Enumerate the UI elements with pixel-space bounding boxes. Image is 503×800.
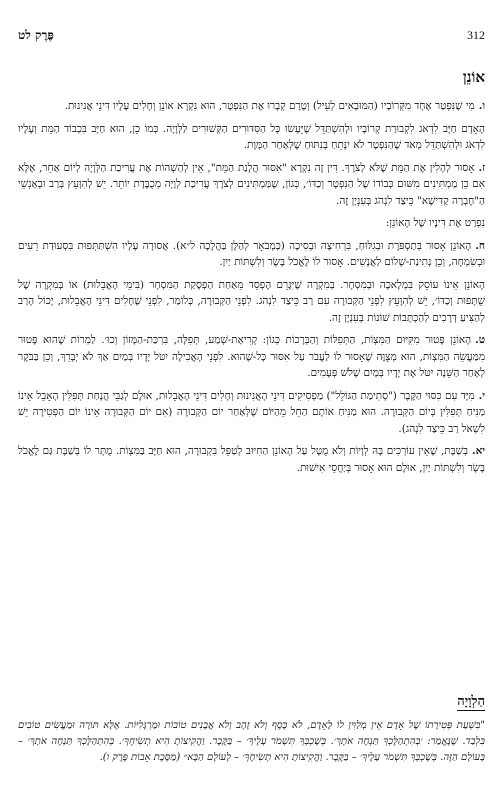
page-number: 312 (467, 28, 485, 42)
paragraph-number: ז. (478, 161, 485, 174)
paragraph-number: יא. (471, 445, 485, 457)
section-title-funeral: הַלְוָיָה (457, 694, 485, 709)
quote-block: "בִּשְׁעַת פְּטִירָתוֹ שֶׁל אָדָם אֵין מְלַוִּין לוֹ לָאָדָם, לֹא כֶּסֶף וְלֹא זָהָב וְלֹא אֲבָנִים טוֹבוֹת וּמַרְגָּלִיּוֹת. אֶלָּא תּוֹרָה וּמַעֲשִׂים טוֹבִים בִּלְבַד. שֶׁנֶּאֱמַר: ׳בְּהִתְהַלֶּכְךָ תַּנְחֶה אֹתָךְ׳. בְּשָׁכְבְּךָ תִּשְׁמֹר עָלֶיךָ׳ – בַּקֶּבֶר. וַהֲקִיצוֹתָ הִיא תְשִׂיחֶךָ׳. בְּהִתְהַלֶּכְךָ תַּנְחֶה אֹתָךְ׳ – בָּעוֹלָם הַזֶּה. בְּשָׁכְבְּךָ תִּשְׁמֹר עָלֶיךָ׳ – בַּקֶּבֶר. וַהֲקִיצוֹתָ הִיא תְשִׂיחֶךָ׳ – לָעוֹלָם הַבָּא״ (מַסֶּכֶת אָבוֹת פֶּרֶק ו). (18, 720, 485, 763)
paragraph (18, 443, 485, 476)
paragraph-text: הָאוֹנֵן אָסוּר בְּתַסְפֹּרֶת וּבְגִלּוּחַ, בִּרְחִיצָה וּבְסִיכָה (כַּמְבֹאָר לְהַלָּן בַּהֲלָכָה ל״א). אֲסוּרָה עָלָיו הִשְׁתַּתְּפוּת בִּסְעוּדַת רֵעִים וּבְשִׂמְחָה, וְכֵן נְתִינַת-שָׁלוֹם לַאֲנָשִׁים. אָסוּר לוֹ לֶאֱכֹל בָּשָׂר וְלִשְׁתּוֹת יַיִן. (18, 239, 485, 268)
paragraph (18, 238, 485, 271)
paragraph-text: נִפְרַט אֶת דִּינָיו שֶׁל הָאוֹנֵן: (385, 217, 485, 229)
document-body (18, 98, 485, 482)
section-title: אוֹנֵן (462, 68, 485, 86)
paragraph (18, 388, 485, 438)
page-header (18, 28, 485, 44)
paragraph (18, 332, 485, 382)
paragraph-text: הָאוֹנֵן אֵינוֹ עוֹסֵק בִּמְלָאכָה וּבְמִסְחָר. בְּמִקְרֶה שֶׁיִּגָּרֵם הֶפְסֵד מֵאַחַת הַפְסָקַת הַמִּסְחָר (בִּימֵי הָאֲבֵלוּת) אוֹ בְּמִקְרֶה שֶׁל שֻׁתָּפוּת וְכַדּוֹ׳, יֵשׁ לְהִוָּעֵץ לִפְנֵי הַקְּבוּרָה עִם רַב כֵּיצַד לִנְהֹג. לִפְנֵי הַקְּבוּרָה, כְּלוֹמַר, לִפְנֵי שֶׁחָלִים דִּינֵי הָאֲבֵלוּת, יָכוֹל הָרַב לְהַצִּיעַ דְּרָכִים לְהַכְתָּבוֹת שׁוֹנוֹת בְּעִנְיָן זֶה. (18, 278, 485, 324)
paragraph-text: בְּשַׁבָּת, שֶׁאֵין עוֹרְכִים בָּהּ לְוָיוֹת וְלֹא מֻטָּל עַל הָאוֹנֵן הַחִיּוּב לְטַפֵּל בִּקְבוּרָה, הוּא חַיָּב בַּמִּצְוֹת. מֻתָּר לוֹ בְּשַׁבָּת גַּם לֶאֱכֹל בָּשָׂר וְלִשְׁתּוֹת יַיִן, אוּלָם הוּא אָסוּר בְּיַחֲסֵי אִישׁוּת. (18, 445, 485, 474)
paragraph-text: הָאוֹנֵן פָּטוּר מִקִּיּוּם הַמִּצְוֹת, הַתְּפִלּוֹת וְהַבְּרָכוֹת כְּגוֹן: קְרִיאַת-שְׁמַע, תְּפִלָּה, בִּרְכַּת-הַמָּזוֹן וְכוּ׳. לַמְרוֹת שֶׁהוּא פָּטוּר מִמַּעֲשֵׂה הַמִּצְוֹת, הוּא מְצֻוֶּה שֶׁאָסוּר לוֹ לַעֲבֹר עַל אִסּוּר כָּל-שֶׁהוּא. לִפְנֵי הָאֲכִילָה יִטֹּל יָדָיו בְּמַיִם אַךְ לֹא יְבָרֵךְ, וְכֵן בַּבֹּקֶר לְאַחַר הַשֵּׁנָה יִטֹּל אֶת יָדָיו בְּמַיִם שָׁלֹשׁ פְּעָמִים. (18, 334, 485, 379)
paragraph-number: ח. (475, 239, 485, 252)
paragraph-number: ט. (475, 334, 485, 346)
paragraph-text: אָסוּר לְהָלִין אֶת הַמֵּת שֶׁלֹּא לְצֹרֶךְ. דִּין זֶה נִקְרָא "אִסּוּר הֲלָנַת הַמֵּת", אֵין לְהַשְׁהוֹת אֶת עֲרִיכַת הַלְּוָיָה לְיוֹם אַחֵר, אֶלָּא אִם כֵּן מַמְתִּינִים מִשּׁוּם כְּבוֹדוֹ שֶׁל הַנִּפְטָר וְכַדּוֹ׳, כְּגוֹן, שֶׁמַּמְתִּינִים לְצֹרֶךְ עֲרִיכַת לְוָיָה מְכֻבֶּדֶת יוֹתֵר. יֵשׁ לְהִוָּעֵץ בְּרַב וּבְאַנְשֵׁי הַ"חֶבְרָה קַדִּישָׁא" כֵּיצַד לִנְהֹג בְּעִנְיָן זֶה. (18, 161, 485, 207)
paragraph (18, 98, 485, 115)
paragraph-text: הָאָדָם חַיָּב לִדְאֹג לִקְבוּרַת קְרוֹבָיו וּלְהִשְׁתַּדֵּל שֶׁיֵּעָשׂוּ כָּל הַסִּדּוּרִים הַקְּשׁוּרִים לַלְּוָיָה. כְּמוֹ כֵן, הוּא חַיָּב בִּכְבוֹד הַמֵּת וְעָלָיו לִדְאֹג וּלְהִשְׁתַּדֵּל מְאֹד שֶׁהַנִּפְטָר לֹא יִנָּתֵחַ בְּנִתּוּחַ שֶׁלְּאַחַר הַמָּוֶת. (18, 122, 485, 151)
paragraph-text: מִי שֶׁנִּפְטַר אֶחָד מִקְּרוֹבָיו (הַמּוּבָאִים לְעֵיל) וְטֶרֶם קְבָרוּ אֶת הַנִּפְטָר, הוּא נִקְרָא אוֹנֵן וְחָלִים עָלָיו דִּינֵי אֲנִינוּת. (64, 100, 475, 112)
paragraph (18, 121, 485, 154)
paragraph (18, 215, 485, 232)
paragraph-number: י. (478, 389, 485, 402)
paragraph (18, 277, 485, 327)
paragraph-number: ו. (478, 100, 485, 112)
chapter-title: פֶּרֶק לט (18, 28, 54, 42)
paragraph-text: מִיָּד עִם כִּסּוּי הַקֶּבֶר ("סְתִימַת הַגּוֹלֵל") מַפְסִיקִים דִּינֵי הָאֲנִינוּת וְחָלִים דִּינֵי הָאֲבֵלוּת, אוּלָם לְגַבֵּי הֲנָחַת תְּפִלִּין הָאָבֵל אֵינוֹ מַנִּיחַ תְּפִלִּין בְּיוֹם הַקְּבוּרָה. הוּא מַנִּיחַ אוֹתָם הַחֵל מֵהַיּוֹם שֶׁלְּאַחַר יוֹם הַקְּבוּרָה (אִם יוֹם הַקְּבוּרָה אֵינוֹ יוֹם הַפְּטִירָה יֵשׁ לִשְׁאֹל רַב כֵּיצַד לִנְהֹג). (18, 389, 485, 435)
paragraph (18, 160, 485, 210)
